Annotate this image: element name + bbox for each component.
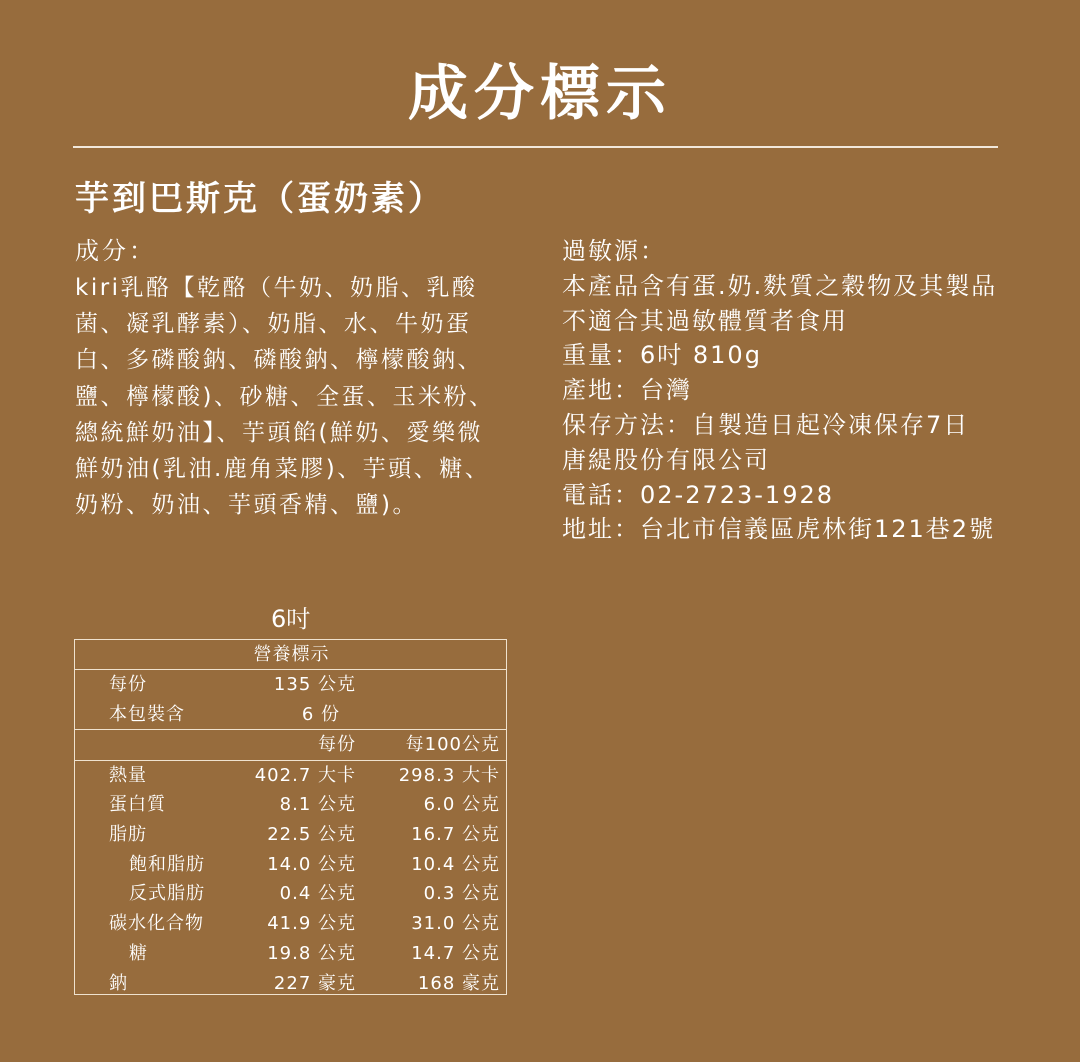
nutrient-per-100g: 16.7 公克 [411,824,500,846]
ingredients-line: kiri乳酪【乾酪（牛奶、奶脂、乳酸 [75,275,478,301]
servings-per-package-value: 6 份 [301,703,340,725]
allergen-heading: 過敏源： [562,237,666,265]
serving-size-row [75,670,506,700]
nutrient-row [75,909,506,939]
nutrient-row [75,879,506,909]
nutrient-per-100g: 298.3 大卡 [398,764,500,786]
serving-size-value: 135 公克 [273,674,356,695]
title-divider [73,146,998,148]
ingredients-line: 鮮奶油(乳油.鹿角菜膠)、芋頭、糖、 [75,456,491,483]
nutrition-table [74,639,507,995]
weight-info: 重量：6吋 810g [562,341,762,370]
nutrient-per-100g: 31.0 公克 [411,913,500,935]
allergen-statement: 本產品含有蛋.奶.麩質之穀物及其製品 [562,271,998,300]
allergen-info-block [562,234,1022,547]
nutrient-per-serving: 402.7 大卡 [254,764,356,786]
address-info: 地址：台北市信義區虎林街121巷2號 [562,515,996,544]
nutrient-row [75,969,506,999]
servings-per-package-row [75,700,506,730]
nutrient-per-100g: 0.3 公克 [423,883,500,905]
nutrient-name: 碳水化合物 [109,913,204,935]
nutrient-per-100g: 168 豪克 [417,972,500,994]
servings-per-package-label: 本包裝含 [109,703,185,725]
ingredients-line: 奶粉、奶油、芋頭香精、鹽)。 [75,492,418,519]
nutrient-per-serving: 0.4 公克 [279,883,356,905]
nutrient-per-100g: 14.7 公克 [411,942,500,964]
nutrient-per-100g: 10.4 公克 [411,853,500,875]
nutrition-column-headers [75,730,506,761]
phone-info: 電話：02-2723-1928 [562,480,835,509]
ingredients-line: 總統鮮奶油】、芋頭餡(鮮奶、愛樂微 [75,419,483,446]
product-name: 芋到巴斯克（蛋奶素） [75,179,445,219]
storage-info: 保存方法：自製造日起冷凍保存7日 [562,410,970,439]
nutrient-name: 飽和脂肪 [129,853,205,875]
nutrient-per-100g: 6.0 公克 [423,794,500,816]
nutrient-per-serving: 41.9 公克 [267,913,356,935]
ingredients-line: 菌、凝乳酵素）、奶脂、水、牛奶蛋 [75,311,472,338]
nutrition-size-label: 6吋 [271,605,311,633]
ingredients-line: 白、多磷酸鈉、磷酸鈉、檸檬酸鈉、 [75,347,483,374]
nutrient-per-serving: 8.1 公克 [279,794,356,816]
nutrient-row [75,761,506,791]
nutrient-row [75,820,506,850]
per-serving-header: 每份 [318,733,356,755]
nutrition-table-header: 營養標示 [75,640,506,670]
nutrient-per-serving: 227 豪克 [273,972,356,994]
serving-size-label: 每份 [109,674,147,695]
per-100g-header: 每100公克 [405,733,500,755]
nutrient-name: 糖 [129,942,148,964]
ingredients-heading: 成分： [75,237,156,265]
nutrient-name: 鈉 [109,972,128,994]
ingredients-line: 鹽、檸檬酸)、砂糖、全蛋、玉米粉、 [75,383,495,410]
nutrient-row [75,939,506,969]
nutrient-row [75,850,506,880]
origin-info: 產地：台灣 [562,376,692,405]
nutrient-name: 反式脂肪 [129,883,205,905]
nutrient-row [75,790,506,820]
nutrient-name: 脂肪 [109,824,147,846]
nutrient-name: 熱量 [109,764,147,786]
ingredients-list [75,270,515,523]
company-name: 唐緹股份有限公司 [562,445,770,474]
allergen-warning: 不適合其過敏體質者食用 [562,306,848,335]
nutrient-name: 蛋白質 [109,794,166,816]
nutrient-per-serving: 14.0 公克 [267,853,356,875]
nutrition-rows [75,761,506,999]
nutrient-per-serving: 22.5 公克 [267,824,356,846]
page-title: 成分標示 [408,59,672,129]
nutrient-per-serving: 19.8 公克 [267,942,356,964]
